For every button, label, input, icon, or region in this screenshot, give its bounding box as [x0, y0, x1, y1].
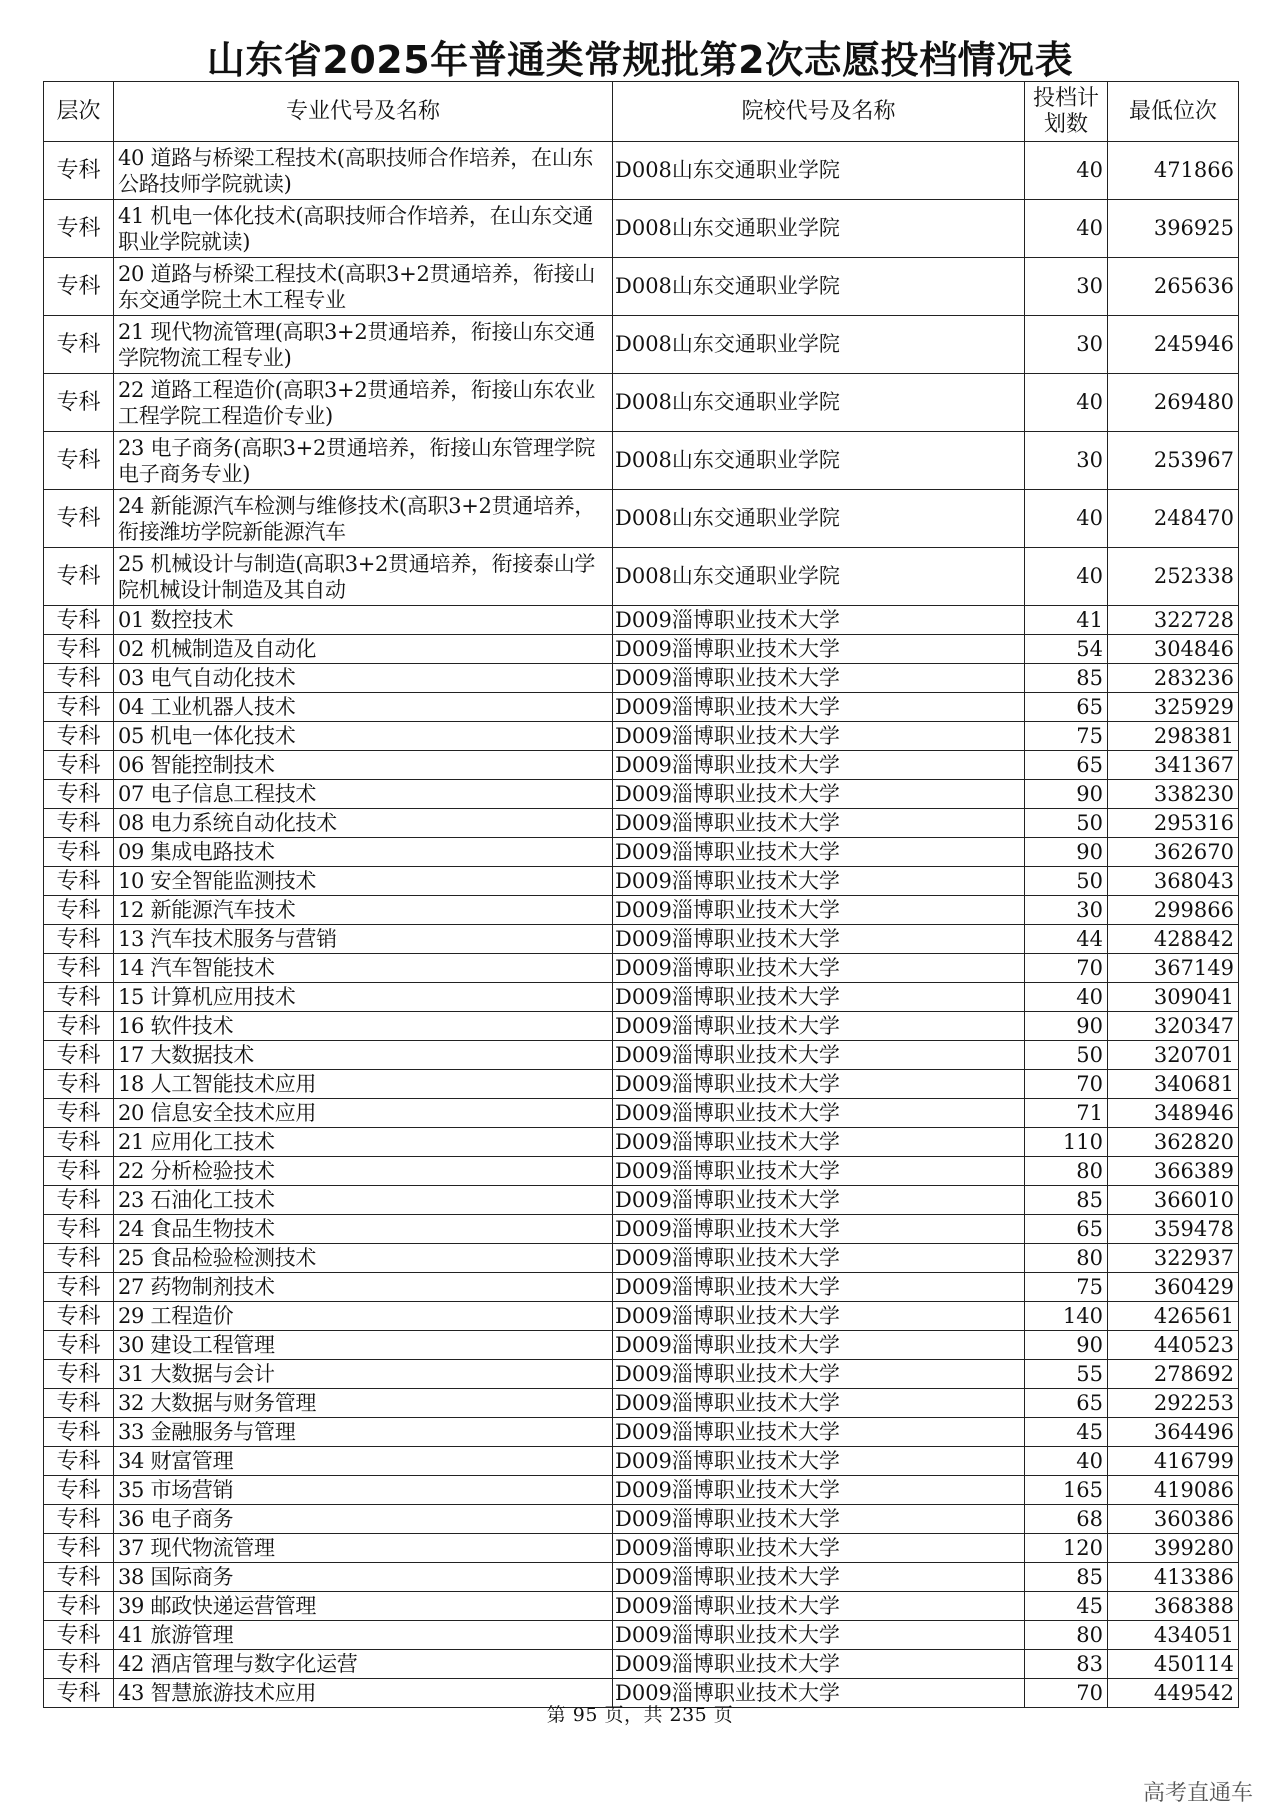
table-row: [44, 954, 1239, 983]
cell-min-rank: 245946: [1108, 316, 1239, 374]
cell-level: 专科: [44, 316, 114, 374]
cell-major: 20 道路与桥梁工程技术(高职3+2贯通培养，衔接山东交通学院土木工程专业: [114, 258, 613, 316]
cell-plan: 70: [1025, 1070, 1108, 1099]
cell-min-rank: 299866: [1108, 896, 1239, 925]
table-row: [44, 1418, 1239, 1447]
table-row: [44, 1186, 1239, 1215]
cell-major: 22 分析检验技术: [114, 1157, 613, 1186]
cell-level: 专科: [44, 1592, 114, 1621]
cell-level: 专科: [44, 1621, 114, 1650]
cell-plan: 30: [1025, 896, 1108, 925]
cell-min-rank: 298381: [1108, 722, 1239, 751]
cell-plan: 45: [1025, 1418, 1108, 1447]
cell-min-rank: 396925: [1108, 200, 1239, 258]
cell-plan: 85: [1025, 1186, 1108, 1215]
cell-level: 专科: [44, 142, 114, 200]
table-row: [44, 896, 1239, 925]
cell-level: 专科: [44, 1534, 114, 1563]
cell-school: D009淄博职业技术大学: [613, 1476, 1025, 1505]
cell-plan: 65: [1025, 1215, 1108, 1244]
cell-min-rank: 360429: [1108, 1273, 1239, 1302]
table-row: [44, 809, 1239, 838]
cell-plan: 44: [1025, 925, 1108, 954]
cell-plan: 80: [1025, 1244, 1108, 1273]
cell-school: D009淄博职业技术大学: [613, 954, 1025, 983]
cell-major: 03 电气自动化技术: [114, 664, 613, 693]
table-row: [44, 1302, 1239, 1331]
cell-plan: 40: [1025, 548, 1108, 606]
table-row: [44, 635, 1239, 664]
cell-school: D009淄博职业技术大学: [613, 1447, 1025, 1476]
cell-school: D009淄博职业技术大学: [613, 1041, 1025, 1070]
table-row: [44, 200, 1239, 258]
cell-plan: 50: [1025, 809, 1108, 838]
table-row: [44, 1273, 1239, 1302]
cell-major: 15 计算机应用技术: [114, 983, 613, 1012]
cell-min-rank: 338230: [1108, 780, 1239, 809]
cell-level: 专科: [44, 1099, 114, 1128]
cell-major: 21 现代物流管理(高职3+2贯通培养，衔接山东交通学院物流工程专业): [114, 316, 613, 374]
cell-plan: 165: [1025, 1476, 1108, 1505]
cell-level: 专科: [44, 1012, 114, 1041]
cell-level: 专科: [44, 1157, 114, 1186]
cell-school: D009淄博职业技术大学: [613, 1621, 1025, 1650]
cell-plan: 30: [1025, 432, 1108, 490]
cell-level: 专科: [44, 780, 114, 809]
cell-school: D009淄博职业技术大学: [613, 1505, 1025, 1534]
cell-level: 专科: [44, 838, 114, 867]
table-header-row: [44, 82, 1239, 142]
cell-major: 25 食品检验检测技术: [114, 1244, 613, 1273]
cell-major: 07 电子信息工程技术: [114, 780, 613, 809]
cell-school: D008山东交通职业学院: [613, 258, 1025, 316]
cell-level: 专科: [44, 867, 114, 896]
cell-min-rank: 252338: [1108, 548, 1239, 606]
cell-major: 24 食品生物技术: [114, 1215, 613, 1244]
cell-plan: 71: [1025, 1099, 1108, 1128]
cell-major: 23 石油化工技术: [114, 1186, 613, 1215]
cell-school: D009淄博职业技术大学: [613, 896, 1025, 925]
cell-school: D009淄博职业技术大学: [613, 1360, 1025, 1389]
cell-level: 专科: [44, 1360, 114, 1389]
table-row: [44, 316, 1239, 374]
cell-major: 13 汽车技术服务与营销: [114, 925, 613, 954]
cell-school: D009淄博职业技术大学: [613, 1070, 1025, 1099]
cell-school: D009淄博职业技术大学: [613, 635, 1025, 664]
table-row: [44, 1244, 1239, 1273]
table-row: [44, 1331, 1239, 1360]
table-row: [44, 1041, 1239, 1070]
cell-plan: 40: [1025, 1447, 1108, 1476]
cell-school: D009淄博职业技术大学: [613, 1679, 1025, 1708]
cell-major: 01 数控技术: [114, 606, 613, 635]
cell-major: 14 汽车智能技术: [114, 954, 613, 983]
cell-level: 专科: [44, 1244, 114, 1273]
cell-min-rank: 359478: [1108, 1215, 1239, 1244]
cell-plan: 30: [1025, 258, 1108, 316]
table-row: [44, 606, 1239, 635]
cell-school: D009淄博职业技术大学: [613, 1331, 1025, 1360]
cell-major: 37 现代物流管理: [114, 1534, 613, 1563]
cell-min-rank: 325929: [1108, 693, 1239, 722]
cell-school: D008山东交通职业学院: [613, 142, 1025, 200]
table-row: [44, 1157, 1239, 1186]
cell-min-rank: 283236: [1108, 664, 1239, 693]
cell-school: D009淄博职业技术大学: [613, 1273, 1025, 1302]
cell-min-rank: 366389: [1108, 1157, 1239, 1186]
cell-major: 29 工程造价: [114, 1302, 613, 1331]
header-min-rank: 最低位次: [1108, 82, 1239, 142]
cell-min-rank: 419086: [1108, 1476, 1239, 1505]
cell-min-rank: 362820: [1108, 1128, 1239, 1157]
cell-major: 39 邮政快递运营管理: [114, 1592, 613, 1621]
cell-school: D008山东交通职业学院: [613, 374, 1025, 432]
cell-school: D008山东交通职业学院: [613, 432, 1025, 490]
cell-level: 专科: [44, 490, 114, 548]
cell-level: 专科: [44, 954, 114, 983]
table-row: [44, 1215, 1239, 1244]
cell-plan: 90: [1025, 780, 1108, 809]
cell-min-rank: 248470: [1108, 490, 1239, 548]
cell-major: 18 人工智能技术应用: [114, 1070, 613, 1099]
cell-level: 专科: [44, 258, 114, 316]
cell-level: 专科: [44, 1679, 114, 1708]
table-row: [44, 983, 1239, 1012]
cell-plan: 80: [1025, 1621, 1108, 1650]
table-row: [44, 1563, 1239, 1592]
cell-plan: 140: [1025, 1302, 1108, 1331]
cell-min-rank: 440523: [1108, 1331, 1239, 1360]
cell-min-rank: 362670: [1108, 838, 1239, 867]
cell-school: D009淄博职业技术大学: [613, 751, 1025, 780]
table-row: [44, 374, 1239, 432]
cell-major: 06 智能控制技术: [114, 751, 613, 780]
cell-plan: 120: [1025, 1534, 1108, 1563]
table-row: [44, 1534, 1239, 1563]
cell-major: 43 智慧旅游技术应用: [114, 1679, 613, 1708]
cell-level: 专科: [44, 548, 114, 606]
cell-major: 05 机电一体化技术: [114, 722, 613, 751]
cell-level: 专科: [44, 1418, 114, 1447]
table-row: [44, 722, 1239, 751]
cell-min-rank: 322728: [1108, 606, 1239, 635]
cell-major: 09 集成电路技术: [114, 838, 613, 867]
cell-school: D009淄博职业技术大学: [613, 867, 1025, 896]
cell-level: 专科: [44, 809, 114, 838]
cell-level: 专科: [44, 200, 114, 258]
table-row: [44, 548, 1239, 606]
cell-min-rank: 265636: [1108, 258, 1239, 316]
table-row: [44, 838, 1239, 867]
cell-school: D009淄博职业技术大学: [613, 1418, 1025, 1447]
cell-major: 22 道路工程造价(高职3+2贯通培养，衔接山东农业工程学院工程造价专业): [114, 374, 613, 432]
cell-min-rank: 450114: [1108, 1650, 1239, 1679]
cell-plan: 85: [1025, 664, 1108, 693]
watermark: 高考直通车: [1142, 1781, 1253, 1806]
table-row: [44, 1012, 1239, 1041]
header-level: 层次: [44, 82, 114, 142]
page-number: 第 95 页，共 235 页: [546, 1704, 734, 1726]
table-row: [44, 142, 1239, 200]
cell-major: 33 金融服务与管理: [114, 1418, 613, 1447]
cell-school: D008山东交通职业学院: [613, 490, 1025, 548]
cell-min-rank: 471866: [1108, 142, 1239, 200]
cell-school: D009淄博职业技术大学: [613, 722, 1025, 751]
cell-plan: 110: [1025, 1128, 1108, 1157]
cell-min-rank: 426561: [1108, 1302, 1239, 1331]
cell-min-rank: 295316: [1108, 809, 1239, 838]
cell-plan: 55: [1025, 1360, 1108, 1389]
cell-plan: 68: [1025, 1505, 1108, 1534]
cell-plan: 54: [1025, 635, 1108, 664]
cell-school: D009淄博职业技术大学: [613, 1650, 1025, 1679]
cell-major: 34 财富管理: [114, 1447, 613, 1476]
cell-min-rank: 348946: [1108, 1099, 1239, 1128]
cell-min-rank: 341367: [1108, 751, 1239, 780]
table-body: [44, 142, 1239, 1708]
cell-major: 02 机械制造及自动化: [114, 635, 613, 664]
cell-min-rank: 304846: [1108, 635, 1239, 664]
cell-major: 08 电力系统自动化技术: [114, 809, 613, 838]
cell-plan: 40: [1025, 374, 1108, 432]
cell-level: 专科: [44, 606, 114, 635]
cell-major: 10 安全智能监测技术: [114, 867, 613, 896]
cell-major: 41 旅游管理: [114, 1621, 613, 1650]
cell-major: 16 软件技术: [114, 1012, 613, 1041]
cell-level: 专科: [44, 1389, 114, 1418]
table-row: [44, 1650, 1239, 1679]
table-row: [44, 1389, 1239, 1418]
cell-plan: 65: [1025, 751, 1108, 780]
cell-plan: 65: [1025, 1389, 1108, 1418]
cell-min-rank: 309041: [1108, 983, 1239, 1012]
header-major: 专业代号及名称: [114, 82, 613, 142]
table-row: [44, 490, 1239, 548]
cell-school: D009淄博职业技术大学: [613, 925, 1025, 954]
cell-min-rank: 368043: [1108, 867, 1239, 896]
cell-level: 专科: [44, 1331, 114, 1360]
cell-major: 36 电子商务: [114, 1505, 613, 1534]
cell-school: D009淄博职业技术大学: [613, 1534, 1025, 1563]
table-row: [44, 780, 1239, 809]
cell-school: D009淄博职业技术大学: [613, 664, 1025, 693]
cell-min-rank: 367149: [1108, 954, 1239, 983]
cell-school: D009淄博职业技术大学: [613, 838, 1025, 867]
cell-level: 专科: [44, 432, 114, 490]
cell-school: D009淄博职业技术大学: [613, 1389, 1025, 1418]
table-row: [44, 1621, 1239, 1650]
cell-plan: 41: [1025, 606, 1108, 635]
cell-min-rank: 434051: [1108, 1621, 1239, 1650]
cell-level: 专科: [44, 1186, 114, 1215]
cell-major: 20 信息安全技术应用: [114, 1099, 613, 1128]
cell-plan: 90: [1025, 838, 1108, 867]
cell-school: D009淄博职业技术大学: [613, 983, 1025, 1012]
table-row: [44, 432, 1239, 490]
cell-major: 35 市场营销: [114, 1476, 613, 1505]
table-row: [44, 751, 1239, 780]
cell-school: D009淄博职业技术大学: [613, 1215, 1025, 1244]
cell-level: 专科: [44, 1128, 114, 1157]
cell-plan: 45: [1025, 1592, 1108, 1621]
table-row: [44, 693, 1239, 722]
cell-level: 专科: [44, 1447, 114, 1476]
cell-major: 17 大数据技术: [114, 1041, 613, 1070]
cell-major: 38 国际商务: [114, 1563, 613, 1592]
cell-plan: 30: [1025, 316, 1108, 374]
cell-level: 专科: [44, 1302, 114, 1331]
cell-plan: 50: [1025, 1041, 1108, 1070]
cell-min-rank: 340681: [1108, 1070, 1239, 1099]
cell-level: 专科: [44, 635, 114, 664]
cell-plan: 90: [1025, 1012, 1108, 1041]
cell-min-rank: 278692: [1108, 1360, 1239, 1389]
cell-plan: 75: [1025, 1273, 1108, 1302]
cell-major: 31 大数据与会计: [114, 1360, 613, 1389]
cell-level: 专科: [44, 1070, 114, 1099]
table-row: [44, 258, 1239, 316]
cell-plan: 83: [1025, 1650, 1108, 1679]
admission-table: [43, 81, 1239, 1708]
cell-level: 专科: [44, 1273, 114, 1302]
cell-plan: 40: [1025, 200, 1108, 258]
cell-min-rank: 320347: [1108, 1012, 1239, 1041]
cell-min-rank: 269480: [1108, 374, 1239, 432]
cell-level: 专科: [44, 722, 114, 751]
cell-school: D009淄博职业技术大学: [613, 1157, 1025, 1186]
table-row: [44, 664, 1239, 693]
cell-plan: 90: [1025, 1331, 1108, 1360]
cell-school: D009淄博职业技术大学: [613, 1302, 1025, 1331]
cell-school: D009淄博职业技术大学: [613, 1592, 1025, 1621]
cell-school: D009淄博职业技术大学: [613, 693, 1025, 722]
cell-school: D009淄博职业技术大学: [613, 606, 1025, 635]
cell-level: 专科: [44, 1041, 114, 1070]
table-row: [44, 925, 1239, 954]
cell-level: 专科: [44, 1476, 114, 1505]
cell-plan: 65: [1025, 693, 1108, 722]
cell-plan: 40: [1025, 983, 1108, 1012]
cell-min-rank: 416799: [1108, 1447, 1239, 1476]
cell-min-rank: 253967: [1108, 432, 1239, 490]
cell-major: 21 应用化工技术: [114, 1128, 613, 1157]
table-row: [44, 1476, 1239, 1505]
cell-level: 专科: [44, 1563, 114, 1592]
cell-level: 专科: [44, 983, 114, 1012]
cell-school: D008山东交通职业学院: [613, 200, 1025, 258]
cell-level: 专科: [44, 925, 114, 954]
cell-school: D009淄博职业技术大学: [613, 1186, 1025, 1215]
cell-major: 25 机械设计与制造(高职3+2贯通培养，衔接泰山学院机械设计制造及其自动: [114, 548, 613, 606]
cell-school: D009淄博职业技术大学: [613, 780, 1025, 809]
cell-min-rank: 360386: [1108, 1505, 1239, 1534]
table-row: [44, 1128, 1239, 1157]
cell-level: 专科: [44, 1505, 114, 1534]
cell-min-rank: 364496: [1108, 1418, 1239, 1447]
cell-min-rank: 449542: [1108, 1679, 1239, 1708]
cell-major: 41 机电一体化技术(高职技师合作培养，在山东交通职业学院就读): [114, 200, 613, 258]
cell-plan: 70: [1025, 954, 1108, 983]
table-row: [44, 1447, 1239, 1476]
cell-school: D009淄博职业技术大学: [613, 809, 1025, 838]
header-plan: 投档计划数: [1025, 82, 1108, 142]
cell-plan: 50: [1025, 867, 1108, 896]
cell-school: D009淄博职业技术大学: [613, 1012, 1025, 1041]
cell-min-rank: 368388: [1108, 1592, 1239, 1621]
cell-school: D009淄博职业技术大学: [613, 1099, 1025, 1128]
table-row: [44, 1592, 1239, 1621]
cell-school: D009淄博职业技术大学: [613, 1563, 1025, 1592]
table-row: [44, 1360, 1239, 1389]
cell-major: 32 大数据与财务管理: [114, 1389, 613, 1418]
cell-major: 30 建设工程管理: [114, 1331, 613, 1360]
cell-major: 40 道路与桥梁工程技术(高职技师合作培养，在山东公路技师学院就读): [114, 142, 613, 200]
cell-level: 专科: [44, 693, 114, 722]
cell-min-rank: 399280: [1108, 1534, 1239, 1563]
cell-plan: 70: [1025, 1679, 1108, 1708]
cell-level: 专科: [44, 896, 114, 925]
cell-min-rank: 322937: [1108, 1244, 1239, 1273]
header-school: 院校代号及名称: [613, 82, 1025, 142]
cell-level: 专科: [44, 1215, 114, 1244]
cell-plan: 80: [1025, 1157, 1108, 1186]
cell-level: 专科: [44, 1650, 114, 1679]
cell-major: 42 酒店管理与数字化运营: [114, 1650, 613, 1679]
cell-major: 04 工业机器人技术: [114, 693, 613, 722]
cell-major: 24 新能源汽车检测与维修技术(高职3+2贯通培养，衔接潍坊学院新能源汽车: [114, 490, 613, 548]
table-row: [44, 1505, 1239, 1534]
cell-plan: 40: [1025, 142, 1108, 200]
cell-level: 专科: [44, 751, 114, 780]
table-row: [44, 1099, 1239, 1128]
cell-min-rank: 428842: [1108, 925, 1239, 954]
cell-level: 专科: [44, 374, 114, 432]
cell-major: 12 新能源汽车技术: [114, 896, 613, 925]
table-row: [44, 867, 1239, 896]
cell-school: D009淄博职业技术大学: [613, 1128, 1025, 1157]
cell-min-rank: 320701: [1108, 1041, 1239, 1070]
cell-plan: 75: [1025, 722, 1108, 751]
cell-plan: 40: [1025, 490, 1108, 548]
cell-min-rank: 292253: [1108, 1389, 1239, 1418]
cell-school: D008山东交通职业学院: [613, 316, 1025, 374]
cell-min-rank: 413386: [1108, 1563, 1239, 1592]
cell-school: D008山东交通职业学院: [613, 548, 1025, 606]
cell-major: 23 电子商务(高职3+2贯通培养，衔接山东管理学院电子商务专业): [114, 432, 613, 490]
cell-major: 27 药物制剂技术: [114, 1273, 613, 1302]
cell-min-rank: 366010: [1108, 1186, 1239, 1215]
cell-level: 专科: [44, 664, 114, 693]
cell-school: D009淄博职业技术大学: [613, 1244, 1025, 1273]
cell-plan: 85: [1025, 1563, 1108, 1592]
table-row: [44, 1070, 1239, 1099]
page-title: 山东省2025年普通类常规批第2次志愿投档情况表: [206, 38, 1074, 82]
